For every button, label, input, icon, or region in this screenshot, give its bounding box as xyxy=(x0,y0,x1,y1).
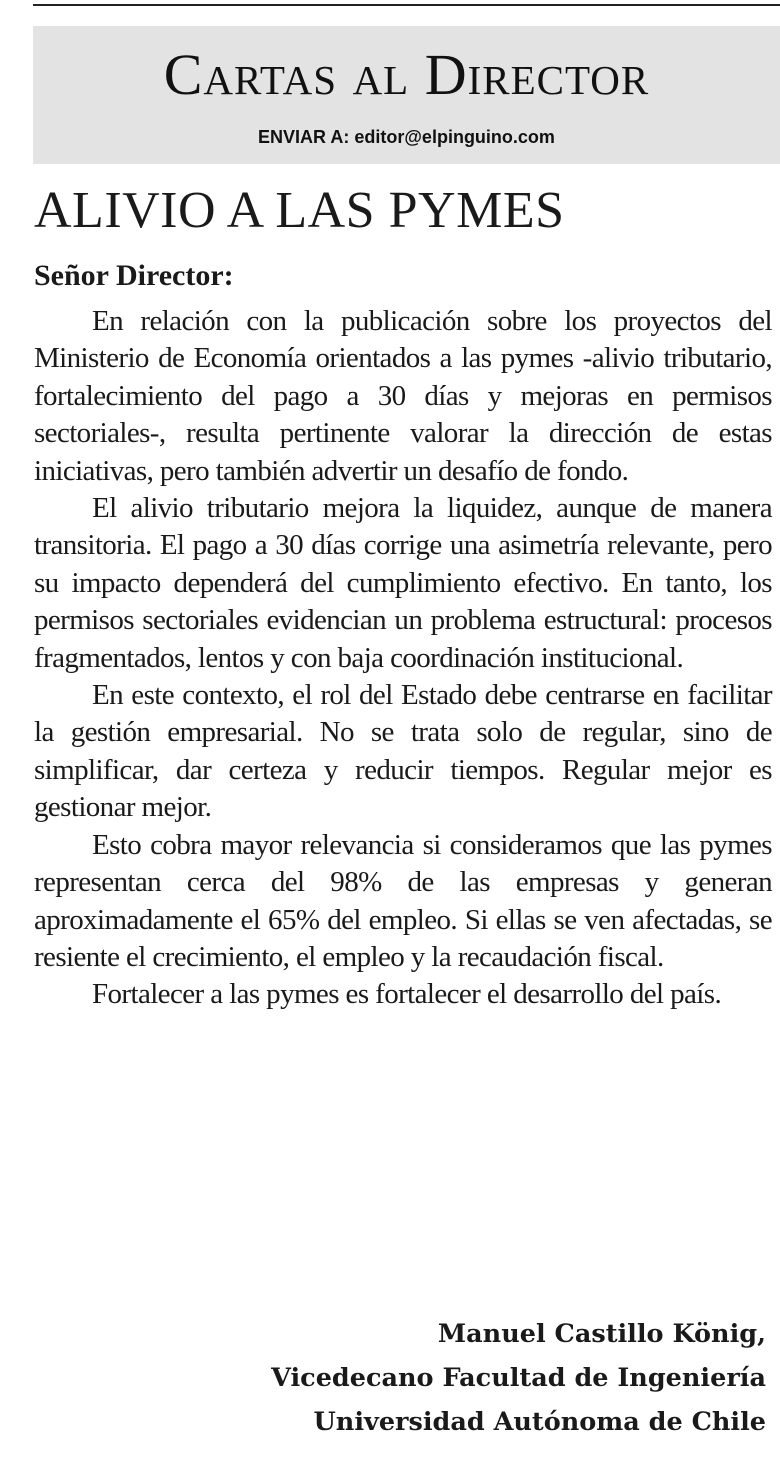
letter-paragraph: En relación con la publicación sobre los proyectos del Ministerio de Economía orientados a las pymes -alivio tributario, fortalecimiento del pago a 30 días y mejoras en permisos sectoriales-, resulta pertinente valorar la dirección de estas iniciativas, pero también advertir un desafío de fondo. xyxy=(34,305,772,487)
letter-signature xyxy=(26,1312,766,1444)
letter-paragraph: El alivio tributario mejora la liquidez, aunque de manera transitoria. El pago a 30 días corrige una asimetría relevante, pero su impacto dependerá del cumplimiento efectivo. En tanto, los permisos sectoriales evidencian un problema estructural: procesos fragmentados, lentos y con baja coordinación institucional. xyxy=(34,492,772,674)
letter-salutation: Señor Director: xyxy=(34,259,234,292)
letter-paragraph: Esto cobra mayor relevancia si consideramos que las pymes representan cerca del 98% de las empresas y generan aproximadamente el 65% del empleo. Si ellas se ven afectadas, se resiente el crecimiento, el empleo y la recaudación fiscal. xyxy=(34,828,772,973)
section-header xyxy=(33,26,780,164)
letter-body xyxy=(34,303,772,1014)
signature-role: Vicedecano Facultad de Ingeniería xyxy=(271,1363,766,1393)
top-rule xyxy=(33,4,780,6)
letter-headline: ALIVIO A LAS PYMES xyxy=(34,182,565,239)
letter-paragraph: En este contexto, el rol del Estado debe centrarse en facilitar la gestión empresarial. No se trata solo de regular, sino de simplificar, dar certeza y reducir tiempos. Regular mejor es gestionar mejor. xyxy=(34,679,772,824)
section-title: Cartas al Director xyxy=(163,42,650,107)
signature-name: Manuel Castillo König, xyxy=(437,1319,766,1349)
send-to-email: ENVIAR A: editor@elpinguino.com xyxy=(258,127,555,147)
signature-institution: Universidad Autónoma de Chile xyxy=(313,1407,766,1437)
letter-paragraph: Fortalecer a las pymes es fortalecer el desarrollo del país. xyxy=(92,978,722,1011)
